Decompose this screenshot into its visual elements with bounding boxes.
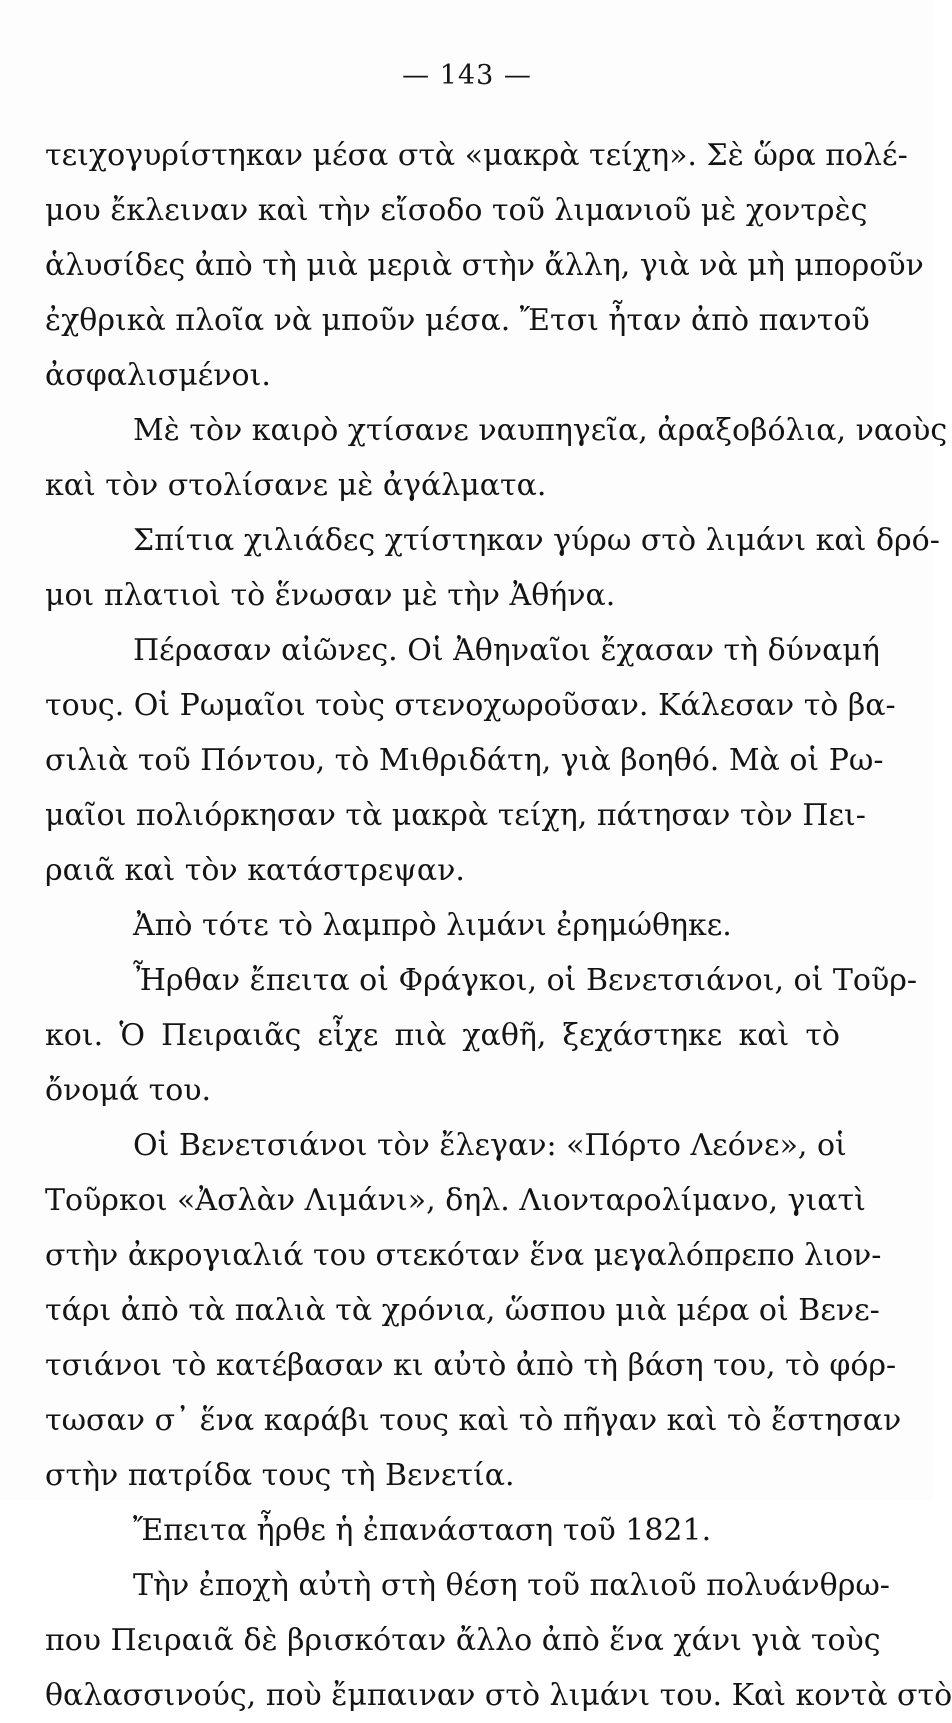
paragraph-start-line: Ἀπὸ τότε τὸ λαμπρὸ λιμάνι ἐρημώθηκε. xyxy=(133,908,732,943)
text-line: θαλασσινούς, ποὺ ἔμπαιναν στὸ λιμάνι του. Καὶ κοντὰ στὸ xyxy=(45,1678,952,1713)
text-line: ραιᾶ καὶ τὸν κατάστρεψαν. xyxy=(45,853,465,888)
text-line: ὄνομά του. xyxy=(45,1073,212,1108)
paragraph-start-line: Σπίτια χιλιάδες χτίστηκαν γύρω στὸ λιμάνι καὶ δρό- xyxy=(133,523,940,558)
text-line: ἐχθρικὰ πλοῖα νὰ μποῦν μέσα. Ἔτσι ἦταν ἀπὸ παντοῦ xyxy=(45,303,870,338)
text-line: Τοῦρκοι «Ἀσλὰν Λιμάνι», δηλ. Λιονταρολίμανο, γιατὶ xyxy=(45,1183,866,1218)
text-line: ἁλυσίδες ἀπὸ τὴ μιὰ μεριὰ στὴν ἄλλη, γιὰ νὰ μὴ μποροῦν xyxy=(45,248,924,283)
text-line: τσιάνοι τὸ κατέβασαν κι αὐτὸ ἀπὸ τὴ βάση του, τὸ φόρ- xyxy=(45,1348,897,1383)
paragraph-start-line: Ἦρθαν ἔπειτα οἱ Φράγκοι, οἱ Βενετσιάνοι, οἱ Τοῦρ- xyxy=(133,963,917,998)
paragraph-start-line: Οἱ Βενετσιάνοι τὸν ἔλεγαν: «Πόρτο Λεόνε», οἱ xyxy=(133,1128,847,1163)
text-line: που Πειραιᾶ δὲ βρισκόταν ἄλλο ἀπὸ ἕνα χάνι γιὰ τοὺς xyxy=(45,1623,881,1658)
body-text xyxy=(45,128,952,1723)
paragraph-start-line: Τὴν ἐποχὴ αὐτὴ στὴ θέση τοῦ παλιοῦ πολυάνθρω- xyxy=(133,1568,890,1603)
text-line: καὶ τὸν στολίσανε μὲ ἀγάλματα. xyxy=(45,468,547,503)
paragraph-start-line: Μὲ τὸν καιρὸ χτίσανε ναυπηγεῖα, ἀραξοβόλια, ναοὺς xyxy=(133,413,948,448)
text-line: στὴν πατρίδα τους τὴ Βενετία. xyxy=(45,1458,515,1493)
text-line: στὴν ἀκρογιαλιά του στεκόταν ἕνα μεγαλόπρεπο λιον- xyxy=(45,1238,882,1273)
text-line: μοι πλατιοὶ τὸ ἕνωσαν μὲ τὴν Ἀθήνα. xyxy=(45,578,616,613)
text-line: μαῖοι πολιόρκησαν τὰ μακρὰ τείχη, πάτησαν τὸν Πει- xyxy=(45,798,866,833)
paragraph-start-line: Ἔπειτα ἦρθε ἡ ἐπανάσταση τοῦ 1821. xyxy=(133,1513,712,1548)
text-line: τωσαν σ᾽ ἕνα καράβι τους καὶ τὸ πῆγαν καὶ τὸ ἔστησαν xyxy=(45,1403,902,1438)
text-line: τους. Οἱ Ρωμαῖοι τοὺς στενοχωροῦσαν. Κάλεσαν τὸ βα- xyxy=(45,688,896,723)
text-line: τειχογυρίστηκαν μέσα στὰ «μακρὰ τείχη». Σὲ ὥρα πολέ- xyxy=(45,138,908,173)
text-line: ἀσφαλισμένοι. xyxy=(45,358,271,393)
page-number: — 143 — xyxy=(402,60,532,91)
text-line: κοι. Ὁ Πειραιᾶς εἶχε πιὰ χαθῆ, ξεχάστηκε καὶ τὸ xyxy=(45,1018,840,1053)
text-line: τάρι ἀπὸ τὰ παλιὰ τὰ χρόνια, ὥσπου μιὰ μέρα οἱ Βενε- xyxy=(45,1293,880,1328)
paragraph-start-line: Πέρασαν αἰῶνες. Οἱ Ἀθηναῖοι ἔχασαν τὴ δύναμή xyxy=(133,633,880,668)
text-line: μου ἔκλειναν καὶ τὴν εἴσοδο τοῦ λιμανιοῦ μὲ χοντρὲς xyxy=(45,193,868,228)
text-line: σιλιὰ τοῦ Πόντου, τὸ Μιθριδάτη, γιὰ βοηθό. Μὰ οἱ Ρω- xyxy=(45,743,884,778)
